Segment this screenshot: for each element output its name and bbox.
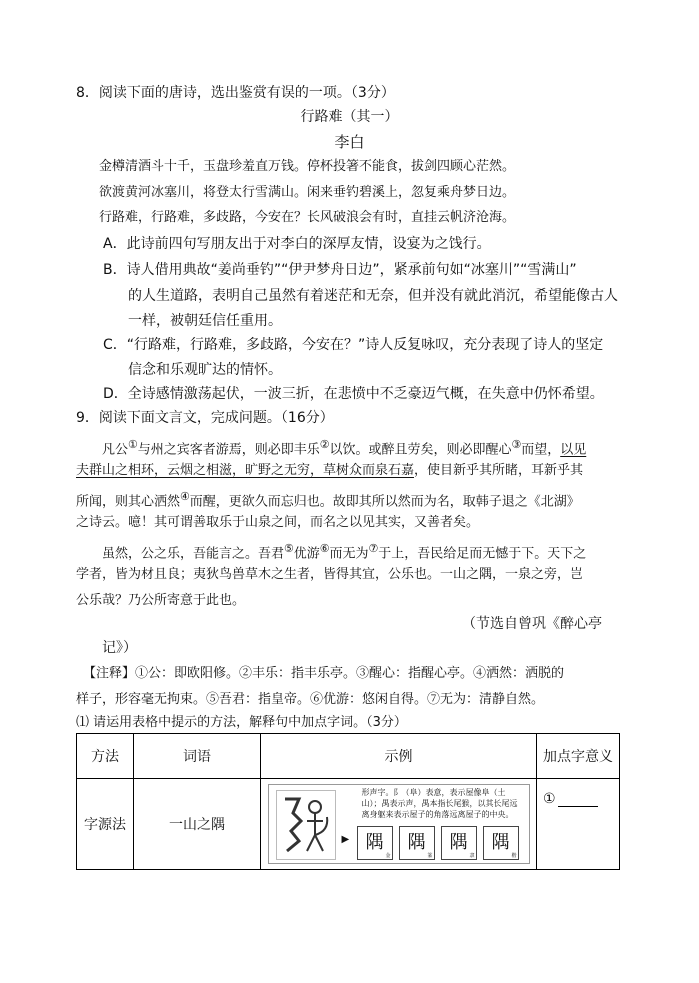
figure-description: 形声字。阝（阜）表意，表示屋像阜（土山）；禺表示声，禺本指长尾猴，以其长尾远离身躯来表示屋子的角落远离屋子的中央。: [361, 788, 518, 819]
q8-title: 8．阅读下面的唐诗，选出鉴赏有误的一项。（3分）: [76, 85, 395, 101]
option-d: D．全诗感情激荡起伏，一波三折，在悲愤中不乏豪迈气概，在失意中仍怀希望。: [103, 386, 604, 402]
passage-line: 所闻，则其心洒然④而醒，更欲久而忘归也。故即其所以然而为名，取韩子退之《北湖》: [76, 490, 580, 510]
answer-label: ①: [543, 791, 556, 807]
passage-line: 之诗云。噫！其可谓善取乐于山泉之间，而名之以见其实，又善者矣。: [76, 515, 480, 530]
option-c-cont: 信念和乐观旷达的情怀。: [128, 362, 282, 378]
option-b: B．诗人借用典故“姜尚垂钓”“伊尹梦舟日边”，紧承前句如“冰塞川”“雪满山”: [103, 262, 577, 278]
arrow-icon: ▶: [341, 834, 350, 845]
char-form: 隅 隶: [441, 826, 477, 860]
option-c: C．“行路难，行路难，多歧路，今安在？”诗人反复咏叹，充分表现了诗人的坚定: [103, 337, 604, 353]
char-form: 隅 金: [357, 826, 393, 860]
poem-line: 欲渡黄河冰塞川，将登太行雪满山。闲来垂钓碧溪上，忽复乘舟梦日边。: [99, 185, 516, 200]
notes-line: 【注释】①公：即欧阳修。②丰乐：指丰乐亭。③醒心：指醒心亭。④洒然：洒脱的: [83, 666, 565, 681]
cell-word: 一山之隅: [134, 779, 261, 870]
passage-line: 虽然，公之乐，吾能言之。吾君⑤优游⑥而无为⑦于上，吾民给足而无憾于下。天下之: [102, 542, 587, 562]
header-word: 词语: [134, 734, 261, 779]
poem-line: 金樽清酒斗十千，玉盘珍羞直万钱。停杯投箸不能食，拔剑四顾心茫然。: [99, 159, 516, 174]
source-citation: （节选自曾巩《醉心亭: [462, 616, 602, 632]
ancient-glyph-image: [276, 790, 336, 860]
etymology-figure: [268, 784, 530, 864]
method-table: [76, 733, 620, 870]
header-meaning: 加点字意义: [537, 734, 620, 779]
passage-line: 夫群山之相环，云烟之相滋，旷野之无穷，草树众而泉石嘉，使目新乎其所睹，耳新乎其: [76, 463, 584, 478]
poem-author: 李白: [334, 133, 365, 151]
char-form: 隅 篆: [399, 826, 435, 860]
header-example: 示例: [261, 734, 537, 779]
passage-line: 学者，皆为材且良；夷狄鸟兽草木之生者，皆得其宜，公乐也。一山之隅，一泉之旁，岂: [76, 567, 584, 582]
notes-line: 样子，形容毫无拘束。⑤吾君：指皇帝。⑥优游：悠闲自得。⑦无为：清静自然。: [76, 692, 545, 707]
poem-line: 行路难，行路难，多歧路，今安在？长风破浪会有时，直挂云帆济沧海。: [99, 210, 516, 225]
answer-blank[interactable]: [558, 794, 598, 807]
cell-method: 字源法: [77, 779, 134, 870]
cell-example: [261, 779, 537, 870]
option-a: A．此诗前四句写朋友出于对李白的深厚友情，设宴为之饯行。: [103, 236, 491, 252]
sub-question-1: ⑴ 请运用表格中提示的方法，解释句中加点字词。（3分）: [76, 715, 407, 730]
poem-title: 行路难（其一）: [300, 109, 399, 125]
passage-line: 凡公①与州之宾客者游焉，则必即丰乐②以饮。或醉且劳矣，则必即醒心③而望，以见: [102, 438, 587, 458]
cell-answer: [537, 779, 620, 870]
q9-title: 9．阅读下面文言文，完成问题。（16分）: [76, 410, 334, 426]
underlined-sentence: 夫群山之相环，云烟之相滋，旷野之无穷，草树众而泉石嘉: [76, 463, 415, 478]
source-citation-cont: 记》）: [102, 640, 137, 656]
option-b-cont: 一样，被朝廷信任重用。: [128, 313, 282, 329]
option-b-cont: 的人生道路，表明自己虽然有着迷茫和无奈，但并没有就此消沉，希望能像古人: [128, 288, 618, 304]
char-form: 隅 楷: [483, 826, 519, 860]
header-method: 方法: [77, 734, 134, 779]
passage-line: 公乐哉？乃公所寄意于此也。: [76, 593, 246, 608]
